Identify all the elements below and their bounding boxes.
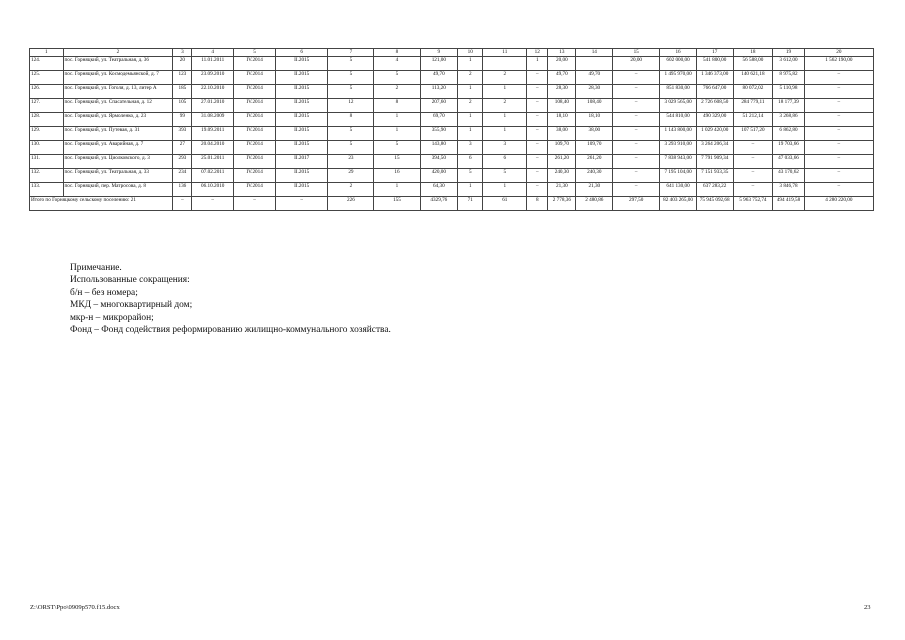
row-number: 132.: [30, 169, 64, 183]
column-header: 12: [527, 49, 548, 57]
table-cell: 3 264 206,34: [696, 141, 733, 155]
column-header: 3: [173, 49, 192, 57]
total-cell: 75 945 092,68: [696, 197, 733, 211]
table-cell: –: [804, 169, 873, 183]
total-cell: –: [276, 197, 328, 211]
column-header: 9: [420, 49, 458, 57]
table-cell: –: [527, 155, 548, 169]
table-cell: 123: [173, 71, 192, 85]
table-cell: 49,70: [548, 71, 576, 85]
table-row: [30, 99, 874, 113]
table-row: [30, 71, 874, 85]
table-cell: IV.2014: [234, 113, 276, 127]
table-cell: 5: [483, 169, 527, 183]
table-cell: 6: [483, 155, 527, 169]
table-cell: 38,00: [548, 127, 576, 141]
table-cell: 2: [458, 71, 483, 85]
table-cell: 7 151 933,35: [696, 169, 733, 183]
table-cell: –: [804, 71, 873, 85]
table-cell: 1 346 373,00: [696, 71, 733, 85]
total-cell: 297,50: [613, 197, 660, 211]
notes-section: [70, 262, 391, 336]
table-cell: 3 268,86: [773, 113, 804, 127]
table-cell: 2: [374, 85, 420, 99]
address-cell: пос. Горняцкий, ул. Спасательная, д. 12: [63, 99, 173, 113]
table-cell: 185: [173, 85, 192, 99]
total-cell: –: [234, 197, 276, 211]
table-cell: –: [527, 127, 548, 141]
table-cell: 23.09.2010: [192, 71, 234, 85]
table-cell: –: [733, 141, 773, 155]
address-cell: пос. Горняцкий, ул. Гоголя, д. 13, литер А: [63, 85, 173, 99]
table-cell: II.2015: [276, 169, 328, 183]
table-cell: IV.2014: [234, 57, 276, 71]
row-number: 124.: [30, 57, 64, 71]
table-cell: 140 621,18: [733, 71, 773, 85]
table-cell: –: [733, 183, 773, 197]
table-cell: –: [804, 99, 873, 113]
table-cell: 20: [173, 57, 192, 71]
address-cell: пос. Горняцкий, ул. Театральная, д. 33: [63, 169, 173, 183]
table-cell: –: [804, 155, 873, 169]
total-cell: 2 778,36: [548, 197, 576, 211]
table-cell: 293: [173, 155, 192, 169]
table-cell: –: [613, 183, 660, 197]
table-cell: 1: [374, 127, 420, 141]
table-cell: 3 612,00: [773, 57, 804, 71]
table-cell: II.2015: [276, 127, 328, 141]
table-cell: –: [733, 155, 773, 169]
table-cell: 2: [328, 183, 374, 197]
table-cell: 28,30: [576, 85, 613, 99]
table-cell: 38,00: [576, 127, 613, 141]
table-cell: 7 195 104,00: [660, 169, 697, 183]
table-cell: 8: [328, 113, 374, 127]
column-header: 8: [374, 49, 420, 57]
total-cell: 5 963 752,74: [733, 197, 773, 211]
table-cell: –: [733, 169, 773, 183]
table-cell: –: [804, 141, 873, 155]
table-cell: 105: [173, 99, 192, 113]
table-cell: 3 029 565,00: [660, 99, 697, 113]
column-header: 11: [483, 49, 527, 57]
column-header: 13: [548, 49, 576, 57]
column-header: 10: [458, 49, 483, 57]
table-cell: 5 110,98: [773, 85, 804, 99]
total-cell: –: [173, 197, 192, 211]
column-header: 6: [276, 49, 328, 57]
table-cell: 1: [483, 127, 527, 141]
total-cell: 155: [374, 197, 420, 211]
total-cell: –: [192, 197, 234, 211]
table-cell: 5: [328, 71, 374, 85]
table-cell: 51 212,14: [733, 113, 773, 127]
table-cell: 8: [374, 99, 420, 113]
table-cell: 5: [374, 71, 420, 85]
table-cell: 393: [173, 127, 192, 141]
table-cell: 108,40: [548, 99, 576, 113]
table-cell: 20,00: [548, 57, 576, 71]
total-cell: 4 280 220,00: [804, 197, 873, 211]
table-cell: 602 000,00: [660, 57, 697, 71]
table-cell: 22.10.2010: [192, 85, 234, 99]
table-cell: 7 838 943,00: [660, 155, 697, 169]
total-cell: 494 419,58: [773, 197, 804, 211]
column-header: 14: [576, 49, 613, 57]
table-cell: 5: [328, 57, 374, 71]
table-cell: 47 033,66: [773, 155, 804, 169]
table-cell: 109,70: [548, 141, 576, 155]
notes-abbreviations-title: Использованные сокращения:: [70, 275, 190, 286]
table-cell: 18 177,39: [773, 99, 804, 113]
column-header: 4: [192, 49, 234, 57]
table-cell: 20,00: [613, 57, 660, 71]
table-cell: 06.10.2010: [192, 183, 234, 197]
address-cell: пос. Горняцкий, ул. Путевая, д. 31: [63, 127, 173, 141]
table-cell: 12: [328, 99, 374, 113]
table-cell: 240,30: [576, 169, 613, 183]
table-cell: 234: [173, 169, 192, 183]
table-cell: 1: [483, 113, 527, 127]
table-cell: 56 588,00: [733, 57, 773, 71]
total-cell: 71: [458, 197, 483, 211]
table-row: [30, 113, 874, 127]
table-cell: –: [804, 85, 873, 99]
table-cell: 31.08.2009: [192, 113, 234, 127]
column-number-row: [30, 49, 874, 57]
table-cell: –: [527, 169, 548, 183]
table-cell: 20.04.2010: [192, 141, 234, 155]
table-cell: 1 495 970,00: [660, 71, 697, 85]
column-header: 7: [328, 49, 374, 57]
page-number: 23: [864, 604, 871, 611]
table-cell: IV.2014: [234, 141, 276, 155]
table-cell: IV.2014: [234, 71, 276, 85]
table-cell: IV.2014: [234, 85, 276, 99]
table-row: [30, 169, 874, 183]
table-cell: IV.2014: [234, 183, 276, 197]
total-cell: 4329,76: [420, 197, 458, 211]
footer-file-path: Z:\ORST\Ppo\0909p570.f15.docx: [30, 604, 120, 611]
note-line: мкр-н – микрорайон;: [70, 312, 154, 323]
row-number: 128.: [30, 113, 64, 127]
table-cell: 394,50: [420, 155, 458, 169]
table-cell: –: [527, 71, 548, 85]
table-cell: 64,30: [420, 183, 458, 197]
table-cell: 1: [483, 183, 527, 197]
table-cell: 6: [458, 155, 483, 169]
table-cell: 1: [458, 183, 483, 197]
table-cell: –: [613, 169, 660, 183]
table-cell: 2: [458, 99, 483, 113]
table-cell: 2: [483, 71, 527, 85]
total-cell: 2 480,86: [576, 197, 613, 211]
table-cell: –: [804, 113, 873, 127]
table-cell: II.2017: [276, 155, 328, 169]
table-cell: 641 130,00: [660, 183, 697, 197]
table-row: [30, 127, 874, 141]
table-cell: 1: [374, 113, 420, 127]
table-cell: 18,10: [548, 113, 576, 127]
table-cell: 80 072,02: [733, 85, 773, 99]
table-cell: 29: [328, 169, 374, 183]
table-cell: II.2015: [276, 183, 328, 197]
column-header: 18: [733, 49, 773, 57]
table-cell: –: [527, 113, 548, 127]
table-cell: [576, 57, 613, 71]
table-cell: 355,90: [420, 127, 458, 141]
row-number: 133.: [30, 183, 64, 197]
table-cell: 207,60: [420, 99, 458, 113]
table-cell: 541 800,00: [696, 57, 733, 71]
table-cell: 49,70: [576, 71, 613, 85]
table-cell: II.2015: [276, 141, 328, 155]
table-cell: 3 293 910,00: [660, 141, 697, 155]
table-cell: 15: [374, 155, 420, 169]
address-cell: пос. Горняцкий, ул. Космодемьянской, д. 7: [63, 71, 173, 85]
row-number: 131.: [30, 155, 64, 169]
row-number: 125.: [30, 71, 64, 85]
table-cell: –: [527, 85, 548, 99]
table-cell: –: [527, 141, 548, 155]
table-cell: 490 329,00: [696, 113, 733, 127]
table-cell: 3 846,78: [773, 183, 804, 197]
note-line: б/н – без номера;: [70, 287, 138, 298]
table-cell: IV.2014: [234, 127, 276, 141]
table-cell: 25.01.2011: [192, 155, 234, 169]
table-cell: 284 779,11: [733, 99, 773, 113]
table-cell: 99: [173, 113, 192, 127]
register-table: [29, 48, 874, 211]
table-row: [30, 141, 874, 155]
total-row: [30, 197, 874, 211]
table-cell: 21,30: [548, 183, 576, 197]
table-cell: 7 791 909,34: [696, 155, 733, 169]
table-cell: II.2015: [276, 85, 328, 99]
row-number: 126.: [30, 85, 64, 99]
table-cell: 2: [483, 99, 527, 113]
table-cell: 5: [328, 141, 374, 155]
table-row: [30, 183, 874, 197]
column-header: 19: [773, 49, 804, 57]
table-row: [30, 57, 874, 71]
table-cell: 1: [458, 127, 483, 141]
address-cell: пос. Горняцкий, пер. Матросова, д. 8: [63, 183, 173, 197]
table-cell: II.2015: [276, 71, 328, 85]
table-cell: II.2015: [276, 99, 328, 113]
column-header: 15: [613, 49, 660, 57]
address-cell: пос. Горняцкий, ул. Ярмоленко, д. 23: [63, 113, 173, 127]
table-cell: 3: [483, 141, 527, 155]
column-header: 5: [234, 49, 276, 57]
table-cell: 109,70: [576, 141, 613, 155]
table-cell: 143,80: [420, 141, 458, 155]
row-number: 127.: [30, 99, 64, 113]
column-header: 1: [30, 49, 64, 57]
table-cell: 69,70: [420, 113, 458, 127]
table-cell: –: [527, 183, 548, 197]
table-cell: 3: [458, 141, 483, 155]
table-cell: –: [613, 141, 660, 155]
table-cell: 23: [328, 155, 374, 169]
table-cell: 5: [328, 127, 374, 141]
table-cell: 107 517,20: [733, 127, 773, 141]
note-line: МКД – многоквартирный дом;: [70, 300, 193, 311]
table-cell: 19 703,66: [773, 141, 804, 155]
table-cell: 637 283,22: [696, 183, 733, 197]
table-cell: –: [613, 155, 660, 169]
row-number: 129.: [30, 127, 64, 141]
table-cell: 1: [527, 57, 548, 71]
table-cell: 28,30: [548, 85, 576, 99]
table-cell: 766 647,00: [696, 85, 733, 99]
table-cell: 11.01.2011: [192, 57, 234, 71]
table-cell: –: [613, 113, 660, 127]
table-cell: 4: [374, 57, 420, 71]
table-cell: –: [804, 183, 873, 197]
table-cell: 5: [458, 169, 483, 183]
table-cell: 1 029 420,00: [696, 127, 733, 141]
address-cell: пос. Горняцкий, ул. Аварийная, д. 7: [63, 141, 173, 155]
table-cell: –: [613, 99, 660, 113]
table-cell: 544 810,00: [660, 113, 697, 127]
address-cell: пос. Горняцкий, ул. Циолковского, д. 3: [63, 155, 173, 169]
table-cell: 16: [374, 169, 420, 183]
column-header: 17: [696, 49, 733, 57]
table-cell: 113,20: [420, 85, 458, 99]
table-row: [30, 155, 874, 169]
table-cell: –: [804, 127, 873, 141]
table-cell: IV.2014: [234, 99, 276, 113]
table-cell: IV.2014: [234, 155, 276, 169]
table-cell: 27: [173, 141, 192, 155]
table-cell: 240,30: [548, 169, 576, 183]
table-cell: 136: [173, 183, 192, 197]
address-cell: пос. Горняцкий, ул. Театральная, д. 36: [63, 57, 173, 71]
table-cell: 121,00: [420, 57, 458, 71]
table-cell: II.2015: [276, 113, 328, 127]
table-cell: 1: [458, 113, 483, 127]
column-header: 2: [63, 49, 173, 57]
table-cell: 8 975,82: [773, 71, 804, 85]
table-cell: 261,20: [548, 155, 576, 169]
table-cell: –: [613, 127, 660, 141]
table-cell: –: [613, 85, 660, 99]
table-cell: 43 170,62: [773, 169, 804, 183]
table-cell: 5: [328, 85, 374, 99]
total-cell: 61: [483, 197, 527, 211]
table-cell: –: [527, 99, 548, 113]
table-cell: 420,00: [420, 169, 458, 183]
table-cell: 21,30: [576, 183, 613, 197]
total-label: Итого по Горняцкому сельскому поселению: 21: [30, 197, 173, 211]
table-body: [30, 57, 874, 197]
row-number: 130.: [30, 141, 64, 155]
table-cell: 1: [458, 57, 483, 71]
table-cell: 2 726 608,50: [696, 99, 733, 113]
table-cell: 6 862,80: [773, 127, 804, 141]
total-cell: 226: [328, 197, 374, 211]
table-cell: 1: [374, 183, 420, 197]
table-cell: 1 562 190,00: [804, 57, 873, 71]
table-cell: 27.01.2010: [192, 99, 234, 113]
table-cell: 1 143 800,00: [660, 127, 697, 141]
notes-heading: Примечание.: [70, 263, 122, 273]
total-section: [30, 197, 874, 211]
table-cell: II.2015: [276, 57, 328, 71]
table-cell: 1: [483, 85, 527, 99]
table-cell: 18,10: [576, 113, 613, 127]
total-cell: 8: [527, 197, 548, 211]
table-cell: 19.09.2011: [192, 127, 234, 141]
column-header: 16: [660, 49, 697, 57]
table-cell: 49,70: [420, 71, 458, 85]
table-cell: 261,20: [576, 155, 613, 169]
table-row: [30, 85, 874, 99]
table-cell: 108,40: [576, 99, 613, 113]
table-cell: [483, 57, 527, 71]
table-cell: 851 830,00: [660, 85, 697, 99]
note-line: Фонд – Фонд содействия реформированию жилищно-коммунального хозяйства.: [70, 325, 391, 336]
column-header: 20: [804, 49, 873, 57]
table-cell: 5: [374, 141, 420, 155]
table-cell: IV.2014: [234, 169, 276, 183]
table-cell: 1: [458, 85, 483, 99]
total-cell: 82 403 265,00: [660, 197, 697, 211]
table-cell: 07.02.2011: [192, 169, 234, 183]
table-cell: –: [613, 71, 660, 85]
